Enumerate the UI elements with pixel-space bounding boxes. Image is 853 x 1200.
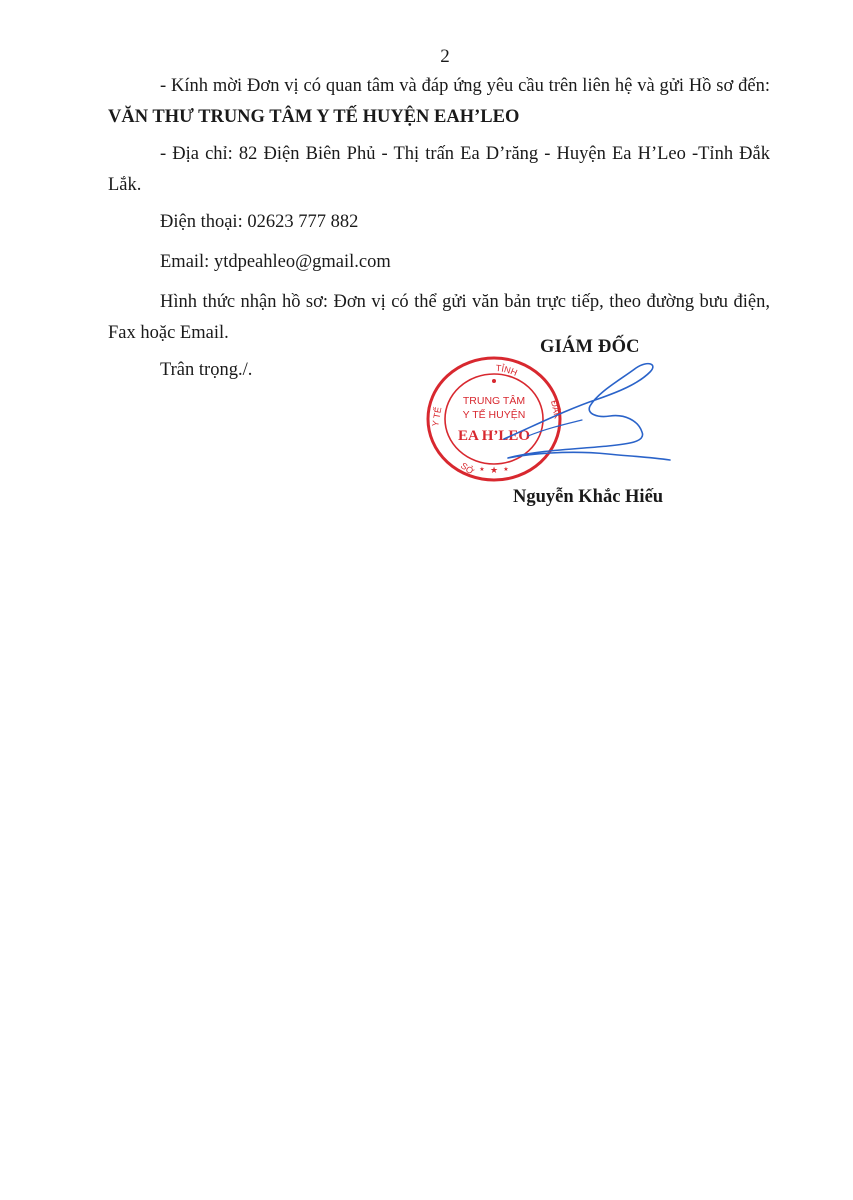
- stamp-line2: Y TẾ HUYỆN: [462, 409, 526, 421]
- recipient-name: VĂN THƯ TRUNG TÂM Y TẾ HUYỆN EAH’LEO: [108, 107, 520, 127]
- handwritten-signature: [498, 354, 673, 474]
- invitation-text: - Kính mời Đơn vị có quan tâm và đáp ứng yêu cầu trên liên hệ và gửi Hồ sơ đến:: [160, 76, 770, 96]
- svg-text:★: ★: [503, 466, 509, 473]
- signer-name: Nguyễn Khắc Hiếu: [513, 487, 664, 507]
- signature-title: GIÁM ĐỐC: [540, 337, 640, 357]
- submission-paragraph: Hình thức nhận hồ sơ: Đơn vị có thể gửi văn bản trực tiếp, theo đường bưu điện, Fax hoặc Email.: [108, 292, 770, 343]
- address-paragraph: - Địa chỉ: 82 Điện Biên Phủ - Thị trấn Ea D’răng - Huyện Ea H’Leo -Tỉnh Đắk Lắk.: [108, 144, 770, 195]
- stamp-line3: EA H’LEO: [457, 428, 531, 444]
- email-paragraph: Email: ytdpeahleo@gmail.com: [160, 252, 391, 272]
- page-number: 2: [440, 46, 450, 67]
- stamp-ring-top: TỈNH: [495, 362, 519, 378]
- stamp-ring-bottom: SỞ: [458, 460, 476, 477]
- svg-text:★: ★: [489, 466, 499, 476]
- stamp-ring-right: ĐẮK: [549, 399, 563, 420]
- stamp-line1: TRUNG TÂM: [462, 395, 526, 407]
- closing-paragraph: Trân trọng./.: [160, 360, 253, 380]
- stamp-ring-left: Y TẾ: [430, 406, 444, 428]
- phone-paragraph: Điện thoại: 02623 777 882: [160, 212, 359, 232]
- svg-text:★: ★: [479, 466, 485, 473]
- invitation-paragraph: [108, 71, 770, 133]
- document-body: [108, 71, 770, 395]
